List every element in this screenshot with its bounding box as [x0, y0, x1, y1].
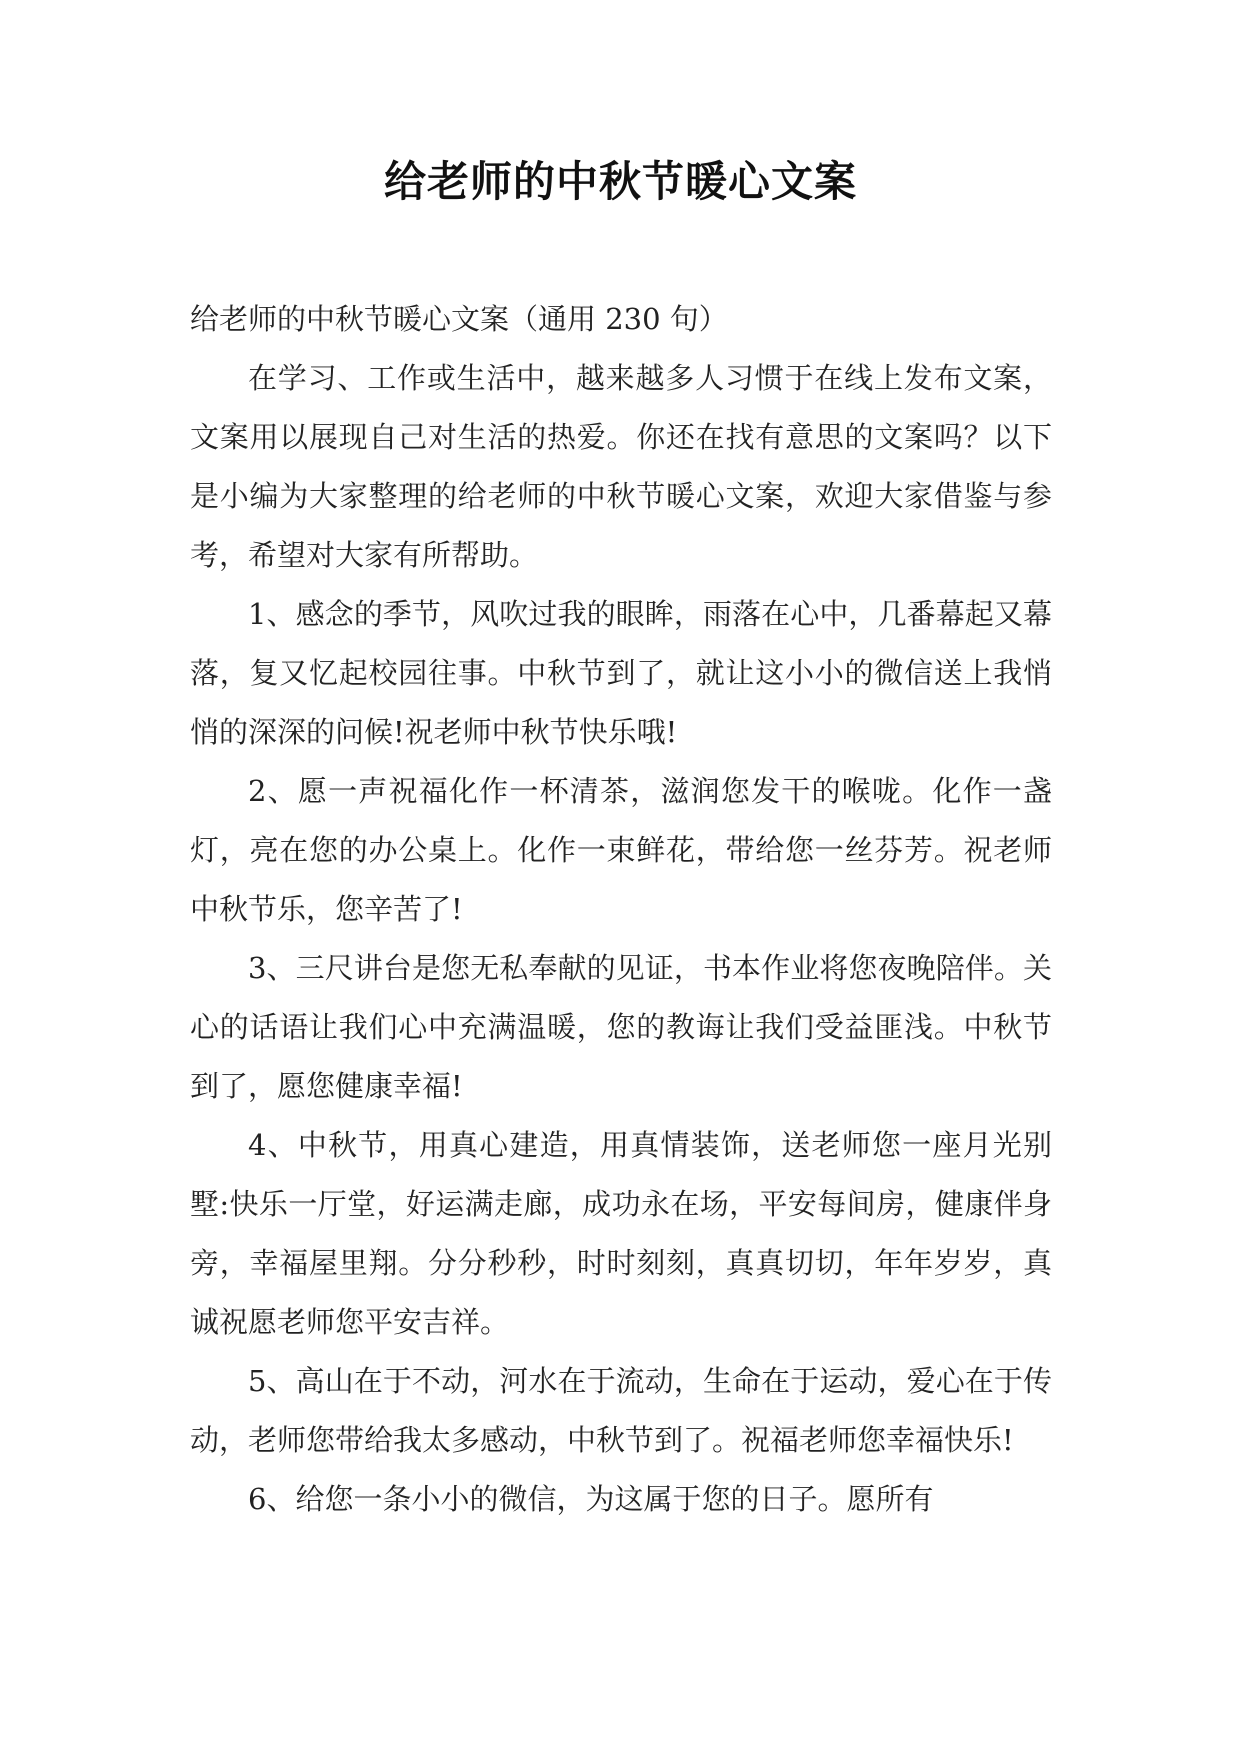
paragraph-item-4: 4、中秋节，用真心建造，用真情装饰，送老师您一座月光别墅:快乐一厅堂，好运满走廊，成功永在场，平安每间房，健康伴身旁，幸福屋里翔。分分秒秒，时时刻刻，真真切切，年年岁岁，真诚祝愿老师您平安吉祥。: [190, 1128, 1052, 1339]
paragraph-item-3: 3、三尺讲台是您无私奉献的见证，书本作业将您夜晚陪伴。关心的话语让我们心中充满温暖，您的教诲让我们受益匪浅。中秋节到了，愿您健康幸福!: [190, 951, 1052, 1103]
paragraph-item-6: 6、给您一条小小的微信，为这属于您的日子。愿所有: [248, 1482, 934, 1516]
intro-paragraph: 在学习、工作或生活中，越来越多人习惯于在线上发布文案，文案用以展现自己对生活的热爱。你还在找有意思的文案吗？以下是小编为大家整理的给老师的中秋节暖心文案，欢迎大家借鉴与参考，希望对大家有所帮助。: [190, 361, 1052, 572]
paragraph-item-5: 5、高山在于不动，河水在于流动，生命在于运动，爱心在于传动，老师您带给我太多感动，中秋节到了。祝福老师您幸福快乐!: [190, 1364, 1052, 1457]
paragraph-item-1: 1、感念的季节，风吹过我的眼眸，雨落在心中，几番幕起又幕落，复又忆起校园往事。中秋节到了，就让这小小的微信送上我悄悄的深深的问候!祝老师中秋节快乐哦!: [190, 597, 1052, 749]
document-body: [190, 290, 1052, 1529]
document-title: 给老师的中秋节暖心文案: [383, 157, 857, 206]
paragraph-item-2: 2、愿一声祝福化作一杯清茶，滋润您发干的喉咙。化作一盏灯，亮在您的办公桌上。化作一束鲜花，带给您一丝芬芳。祝老师中秋节乐，您辛苦了!: [190, 774, 1052, 926]
document-subtitle: 给老师的中秋节暖心文案（通用 230 句）: [190, 302, 728, 336]
